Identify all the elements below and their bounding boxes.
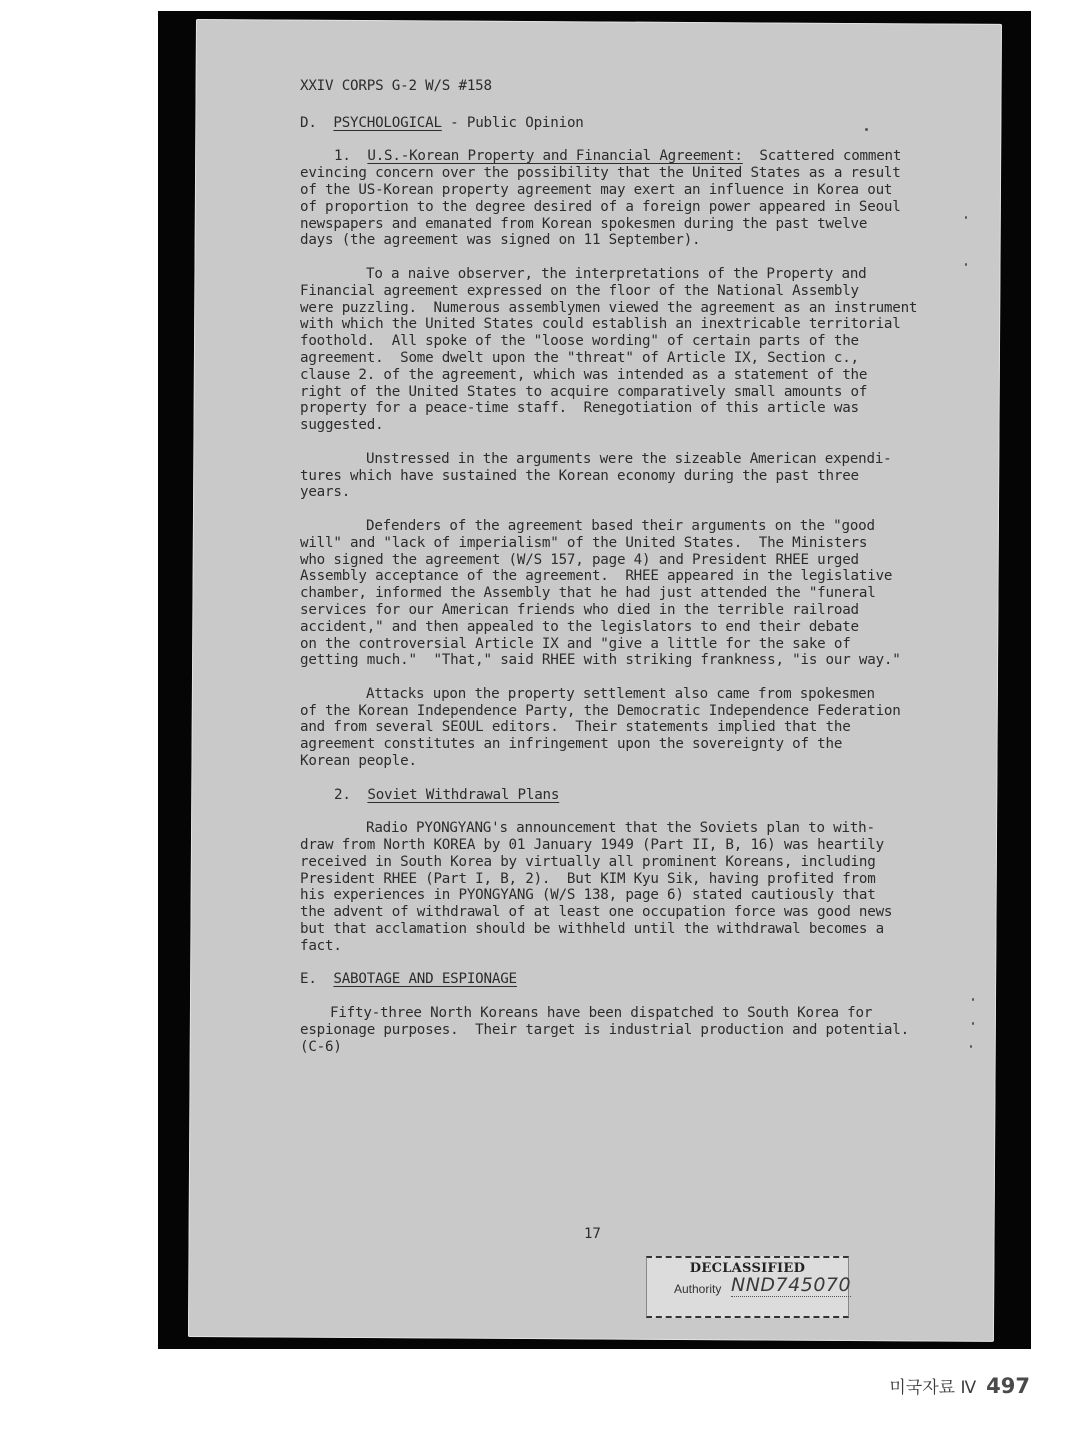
text-line: clause 2. of the agreement, which was intended as a statement of the <box>300 366 868 383</box>
stamp-title: DECLASSIFIED <box>689 1261 806 1276</box>
text-line: Korean people. <box>300 753 417 770</box>
section-d-subtitle: - Public Opinion <box>441 114 584 131</box>
stamp-authority-value: NND745070 <box>731 1274 852 1296</box>
text-line: received in South Korea by virtually all prominent Koreans, including <box>300 853 876 870</box>
text-line: foothold. All spoke of the "loose wording" of certain parts of the <box>300 333 859 350</box>
item-2-heading <box>300 787 940 804</box>
text-line: getting much." "That," said RHEE with striking frankness, "is our way." <box>300 652 901 669</box>
text-line: suggested. <box>300 417 384 434</box>
text-line: Scattered comment <box>742 148 902 165</box>
paragraph-radio-pyongyang <box>300 820 940 954</box>
item-1-number: 1. <box>334 148 351 165</box>
item-1-heading <box>300 148 940 165</box>
text-line: agreement constitutes an infringement upon the sovereignty of the <box>300 736 843 753</box>
text-line: of the US-Korean property agreement may exert an influence in Korea out <box>300 181 893 198</box>
text-line: were puzzling. Numerous assemblymen viewed the agreement as an instrument <box>300 299 918 316</box>
text-line: agreement. Some dwelt upon the "threat" of Article IX, Section c., <box>300 349 859 366</box>
text-line: accident," and then appealed to the legislators to end their debate <box>300 618 859 635</box>
section-e-heading <box>300 971 940 988</box>
text-line: tures which have sustained the Korean economy during the past three <box>300 467 859 484</box>
section-d-title: PSYCHOLOGICAL <box>333 114 442 131</box>
scan-speck <box>965 216 967 219</box>
text-line: Radio PYONGYANG's announcement that the Soviets plan to with- <box>366 820 875 837</box>
book-footer <box>889 1373 1030 1398</box>
text-line: with which the United States could establish an inextricable territorial <box>300 316 901 333</box>
text-line: newspapers and emanated from Korean spokesmen during the past twelve <box>300 215 868 232</box>
text-line: days (the agreement was signed on 11 September). <box>300 232 701 249</box>
text-line: Fifty-three North Koreans have been dispatched to South Korea for <box>330 1005 873 1022</box>
text-line: the advent of withdrawal of at least one occupation force was good news <box>300 904 893 921</box>
text-line: will" and "lack of imperialism" of the United States. The Ministers <box>300 534 868 551</box>
document-page-number: 17 <box>584 1226 601 1242</box>
section-e-letter: E. <box>300 971 317 988</box>
text-line: To a naive observer, the interpretations of the Property and <box>366 265 867 282</box>
text-line: services for our American friends who died in the terrible railroad <box>300 601 859 618</box>
text-line: who signed the agreement (W/S 157, page 4) and President RHEE urged <box>300 551 859 568</box>
scan-speck <box>972 998 974 1001</box>
text-line: and from several SEOUL editors. Their statements implied that the <box>300 719 851 736</box>
text-line: of proportion to the degree desired of a foreign power appeared in Seoul <box>300 198 901 215</box>
paragraph-naive-observer <box>300 266 940 434</box>
paragraph-fifty-three <box>300 1005 940 1055</box>
book-title: 미국자료 Ⅳ <box>889 1378 977 1398</box>
text-line: on the controversial Article IX and "give a little for the sake of <box>300 635 851 652</box>
paragraph-attacks <box>300 686 940 770</box>
item-1-title: U.S.-Korean Property and Financial Agreement: <box>367 148 743 165</box>
text-line: years. <box>300 484 351 501</box>
text-line: his experiences in PYONGYANG (W/S 138, page 6) stated cautiously that <box>300 887 876 904</box>
text-line: Defenders of the agreement based their arguments on the "good <box>366 517 875 534</box>
text-line: but that acclamation should be withheld until the withdrawal becomes a <box>300 921 884 938</box>
text-line: chamber, informed the Assembly that he had just attended the "funeral <box>300 585 876 602</box>
item-2-number: 2. <box>334 786 351 803</box>
document-header: XXIV CORPS G-2 W/S #158 <box>300 78 492 94</box>
book-page-number: 497 <box>986 1374 1030 1398</box>
declassified-stamp <box>646 1256 852 1318</box>
document-body <box>300 78 940 1055</box>
text-line: draw from North KOREA by 01 January 1949 (Part II, B, 16) was heartily <box>300 837 884 854</box>
text-line: right of the United States to acquire comparatively small amounts of <box>300 383 868 400</box>
text-line: evincing concern over the possibility that the United States as a result <box>300 165 901 182</box>
text-line: property for a peace-time staff. Renegotiation of this article was <box>300 400 859 417</box>
section-e-title: SABOTAGE AND ESPIONAGE <box>333 971 517 988</box>
text-line: Unstressed in the arguments were the sizeable American expendi- <box>366 450 892 467</box>
paragraph-defenders <box>300 518 940 669</box>
section-d-letter: D. <box>300 114 317 131</box>
text-line: of the Korean Independence Party, the Democratic Independence Federation <box>300 702 901 719</box>
text-line: fact. <box>300 937 342 954</box>
text-line: Attacks upon the property settlement also came from spokesmen <box>366 685 875 702</box>
section-d-heading <box>300 115 940 132</box>
text-line: Financial agreement expressed on the floor of the National Assembly <box>300 282 859 299</box>
item-2-title: Soviet Withdrawal Plans <box>367 786 560 803</box>
stamp-authority-label: Authority <box>674 1282 722 1296</box>
scan-speck <box>970 1045 972 1048</box>
text-line: Assembly acceptance of the agreement. RHEE appeared in the legislative <box>300 568 893 585</box>
text-line: (C-6) <box>300 1038 342 1055</box>
text-line: espionage purposes. Their target is industrial production and potential. <box>300 1021 909 1038</box>
scan-speck <box>965 263 967 266</box>
text-line: President RHEE (Part I, B, 2). But KIM Kyu Sik, having profited from <box>300 870 876 887</box>
paragraph-unstressed <box>300 451 940 501</box>
scan-speck <box>972 1022 974 1025</box>
